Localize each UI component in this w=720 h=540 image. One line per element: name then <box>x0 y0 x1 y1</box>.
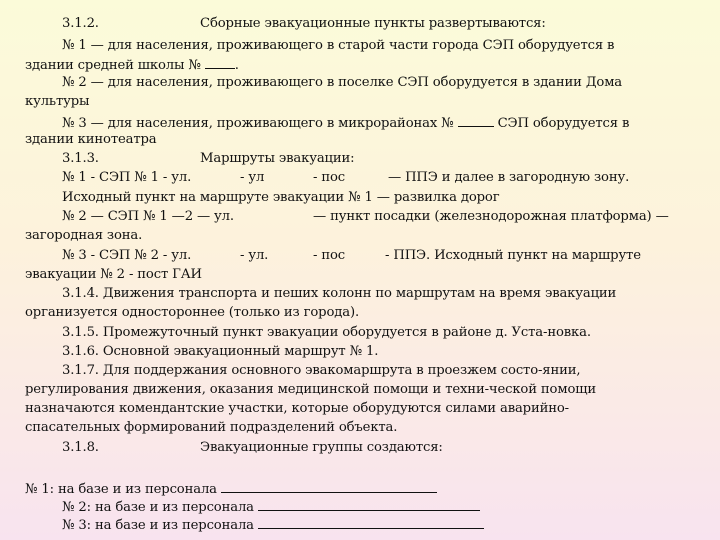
route-1-part-a: № 1 - СЭП № 1 - ул. <box>62 170 192 185</box>
section-3-1-8-number: 3.1.8. <box>62 440 99 455</box>
blank-group-2 <box>258 498 480 511</box>
route-3-part-a: № 3 - СЭП № 2 - ул. <box>62 248 192 263</box>
route-2-line-2: загородная зона. <box>25 228 143 243</box>
route-2-part-b: — пункт посадки (железнодорожная платформа) — <box>313 209 669 224</box>
section-3-1-6: 3.1.6. Основной эвакуационный маршрут № 1. <box>62 344 379 359</box>
section-3-1-2-title: Сборные эвакуационные пункты развертываются: <box>200 16 546 31</box>
point-1-line-1: № 1 — для населения, проживающего в старой части города СЭП оборудуется в <box>62 38 615 53</box>
point-3-line-1: № 3 — для населения, проживающего в микрорайонах № СЭП оборудуется в <box>62 116 630 131</box>
route-3-part-b: - ул. <box>240 248 269 263</box>
section-3-1-7-line-3: назначаются комендантские участки, которые оборудуются силами аварийно- <box>25 401 569 416</box>
route-1-part-b: - ул <box>240 170 265 185</box>
point-2-line-2: культуры <box>25 94 90 109</box>
section-3-1-2-number: 3.1.2. <box>62 16 99 31</box>
route-1-part-c: - пос <box>313 170 346 185</box>
section-3-1-5: 3.1.5. Промежуточный пункт эвакуации оборудуется в районе д. Уста-новка. <box>62 325 591 340</box>
route-2-part-a: № 2 — СЭП № 1 —2 — ул. <box>62 209 234 224</box>
blank-group-1 <box>221 480 437 493</box>
blank-group-3 <box>258 516 484 529</box>
section-3-1-7-line-2: регулирования движения, оказания медицинской помощи и техни-ческой помощи <box>25 382 596 397</box>
blank-district-number <box>458 114 494 127</box>
blank-school-number <box>205 56 235 69</box>
point-1-line-2: здании средней школы № . <box>25 58 239 73</box>
section-3-1-3-number: 3.1.3. <box>62 151 99 166</box>
point-2-line-1: № 2 — для населения, проживающего в поселке СЭП оборудуется в здании Дома <box>62 75 623 90</box>
group-3-line: № 3: на базе и из персонала <box>62 516 484 534</box>
group-1-line: № 1: на базе и из персонала <box>25 480 437 498</box>
route-3-part-c: - пос <box>313 248 346 263</box>
point-3-line-2: здании кинотеатра <box>25 132 157 147</box>
section-3-1-4-line-1: 3.1.4. Движения транспорта и пеших колонн по маршрутам на время эвакуации <box>62 286 617 301</box>
group-2-line: № 2: на базе и из персонала <box>62 498 480 516</box>
section-3-1-7-line-1: 3.1.7. Для поддержания основного эвакомаршрута в проезжем состо-янии, <box>62 363 581 378</box>
route-1-part-d: — ППЭ и далее в загородную зону. <box>388 170 630 185</box>
section-3-1-8-title: Эвакуационные группы создаются: <box>200 440 443 455</box>
route-3-line-2: эвакуации № 2 - пост ГАИ <box>25 267 202 282</box>
section-3-1-3-title: Маршруты эвакуации: <box>200 151 355 166</box>
section-3-1-7-line-4: спасательных формирований подразделений объекта. <box>25 420 398 435</box>
route-3-part-d: - ППЭ. Исходный пункт на маршруте <box>385 248 641 263</box>
section-3-1-4-line-2: организуется одностороннее (только из города). <box>25 305 359 320</box>
route-1-start-point: Исходный пункт на маршруте эвакуации № 1 — развилка дорог <box>62 190 500 205</box>
